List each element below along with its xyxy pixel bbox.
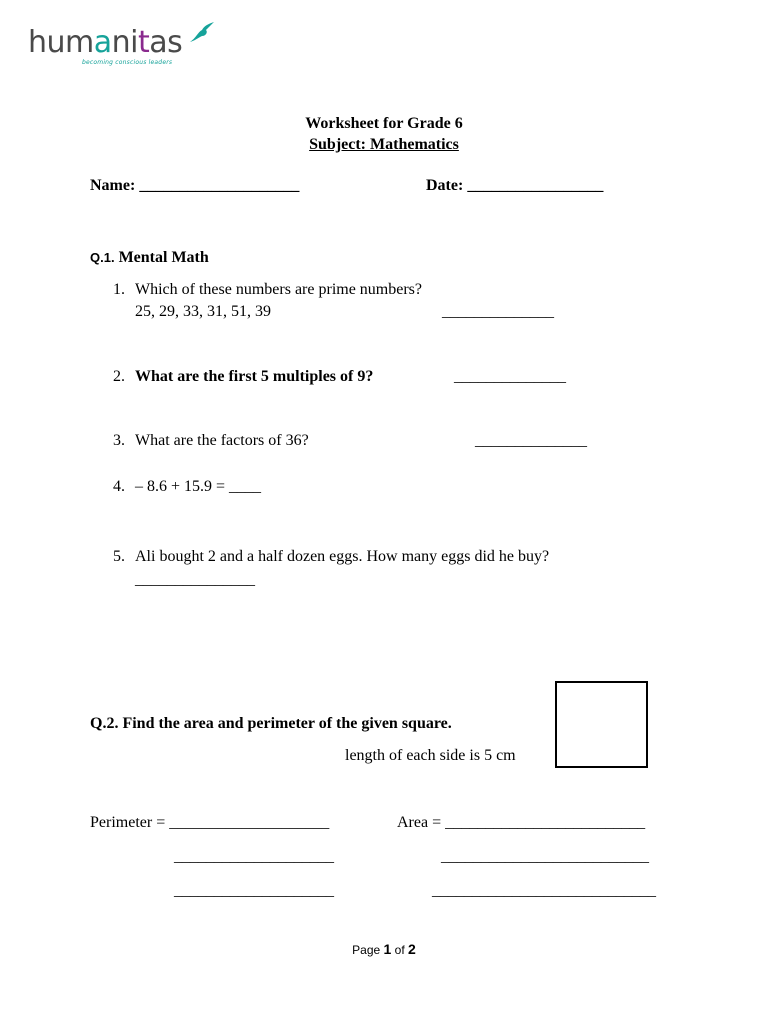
perimeter-work-line[interactable]: ____________________ — [174, 882, 334, 899]
q1-item-1-answer-blank[interactable]: ______________ — [442, 303, 554, 320]
perimeter-work-line[interactable]: ____________________ — [174, 848, 334, 865]
q1-item-2-text: What are the first 5 multiples of 9? — [135, 368, 374, 385]
q1-item-1-numbers: 25, 29, 33, 31, 51, 39 — [135, 303, 271, 320]
q1-item-3-answer-blank[interactable]: ______________ — [475, 432, 587, 449]
page-word: Page — [352, 943, 381, 957]
logo-tagline: becoming conscious leaders — [82, 59, 173, 66]
q1-item-3-number: 3. — [113, 432, 125, 449]
humanitas-logo — [28, 18, 198, 70]
of-word: of — [394, 943, 405, 957]
area-work-line[interactable]: ____________________________ — [432, 882, 656, 899]
q1-item-5-answer-blank[interactable]: _______________ — [135, 571, 255, 588]
q1-item-5-text: Ali bought 2 and a half dozen eggs. How many eggs did he buy? — [135, 548, 550, 565]
page-total: 2 — [408, 941, 416, 957]
square-figure — [555, 681, 648, 768]
q1-item-2-number: 2. — [113, 368, 125, 385]
q1-item-5-number: 5. — [113, 548, 125, 565]
q1-item-2-answer-blank[interactable]: ______________ — [454, 368, 566, 385]
q1-item-4-text[interactable]: – 8.6 + 15.9 = ____ — [135, 478, 262, 495]
q1-heading — [90, 249, 209, 267]
q2-heading: Q.2. Find the area and perimeter of the given square. — [90, 715, 452, 732]
area-work-line[interactable]: __________________________ — [441, 848, 649, 865]
q1-prefix: Q.1. — [90, 250, 115, 265]
perimeter-field[interactable]: Perimeter = ____________________ — [90, 814, 330, 831]
q1-item-4-number: 4. — [113, 478, 125, 495]
page-number: 1 — [383, 941, 392, 957]
area-field[interactable]: Area = _________________________ — [397, 814, 646, 831]
q2-side-note: length of each side is 5 cm — [345, 747, 516, 764]
q1-item-1-text: Which of these numbers are prime numbers? — [135, 281, 423, 298]
q1-title: Mental Math — [118, 249, 209, 266]
worksheet-title: Worksheet for Grade 6 — [305, 115, 463, 132]
page-footer — [0, 941, 768, 957]
subject-heading: Subject: Mathematics — [309, 136, 459, 153]
q1-item-3-text: What are the factors of 36? — [135, 432, 309, 449]
hummingbird-icon — [188, 20, 216, 46]
date-field[interactable]: Date: _________________ — [426, 177, 604, 194]
q1-item-1-number: 1. — [113, 281, 125, 298]
logo-wordmark: humanitas — [28, 25, 183, 60]
name-field[interactable]: Name: ____________________ — [90, 177, 300, 194]
